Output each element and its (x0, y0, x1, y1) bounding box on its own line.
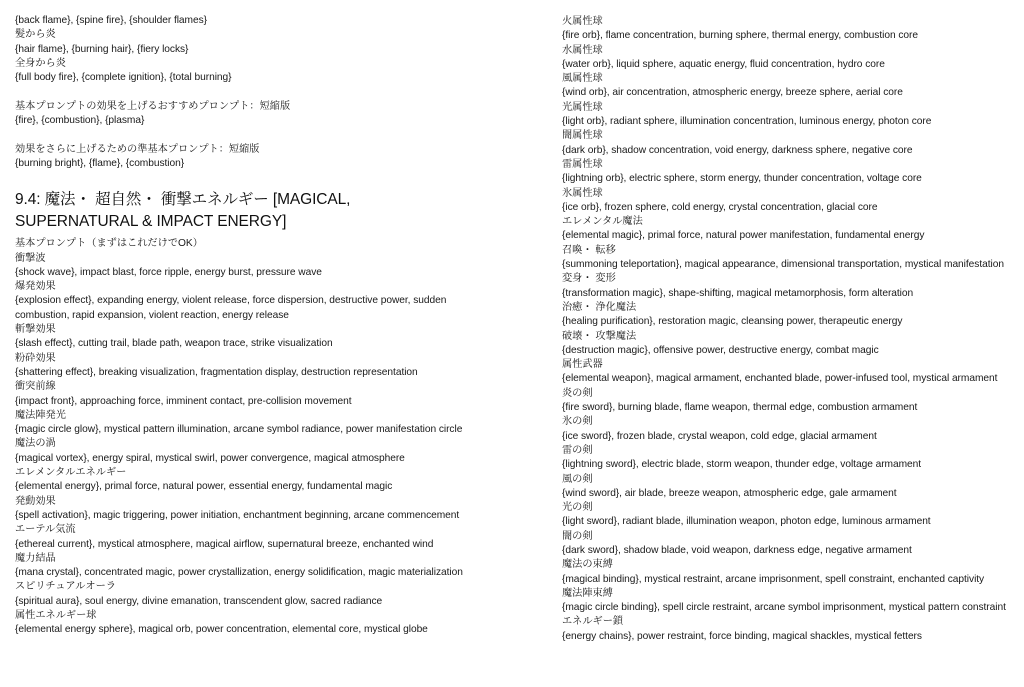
prompt-text: {full body fire}, {complete ignition}, {total burning} (15, 72, 232, 84)
entry-label: エレメンタルエネルギー (15, 467, 127, 479)
entry-label: 闇の剣 (562, 530, 593, 542)
prompt-text: {back flame}, {spine fire}, {shoulder flames} (15, 15, 207, 26)
entry-label: 魔法の束縛 (562, 559, 613, 571)
entry-label: 水属性球 (562, 44, 603, 56)
entry-text: {slash effect}, cutting trail, blade path, weapon trace, strike visualization (15, 338, 333, 350)
quasi-basic-text: {burning bright}, {flame}, {combustion} (15, 157, 185, 169)
entry-text: {water orb}, liquid sphere, aquatic energy, fluid concentration, hydro core (562, 58, 885, 70)
entry-label: 爆発効果 (15, 281, 56, 293)
entry-text: {lightning orb}, electric sphere, storm energy, thunder concentration, voltage core (562, 173, 922, 185)
entry-text: {ice orb}, frozen sphere, cold energy, crystal concentration, glacial core (562, 201, 878, 213)
entry-label: 治癒・ 浄化魔法 (562, 301, 637, 313)
entry-text: {elemental weapon}, magical armament, enchanted blade, power-infused tool, mystical armament (562, 373, 998, 385)
entry-text: {transformation magic}, shape-shifting, magical metamorphosis, form alteration (562, 287, 914, 299)
entry-text: {magical vortex}, energy spiral, mystical swirl, power convergence, magical atmosphere (15, 452, 405, 464)
entry-label: 闇属性球 (562, 130, 603, 142)
entry-text: {energy chains}, power restraint, force binding, magical shackles, mystical fetters (562, 630, 922, 642)
entry-label: 属性エネルギー球 (15, 609, 97, 621)
entry-text: {fire sword}, burning blade, flame weapon, thermal edge, combustion armament (562, 402, 918, 414)
entry-text: {wind orb}, air concentration, atmospheric energy, breeze sphere, aerial core (562, 87, 903, 99)
entry-text: {dark sword}, shadow blade, void weapon, darkness edge, negative armament (562, 544, 912, 556)
spacer (15, 85, 465, 99)
entry-text: {magical binding}, mystical restraint, arcane imprisonment, spell constraint, enchanted captivity (562, 573, 985, 585)
entry-text: {fire orb}, flame concentration, burning sphere, thermal energy, combustion core (562, 30, 918, 42)
entry-text: {light sword}, radiant blade, illumination weapon, photon edge, luminous armament (562, 516, 931, 528)
entry-label: 炎の剣 (562, 387, 593, 399)
entry-text: {magic circle glow}, mystical pattern illumination, arcane symbol radiance, power manifestation circle (15, 424, 463, 436)
entry-label: 属性武器 (562, 359, 603, 371)
entry-text: {light orb}, radiant sphere, illumination concentration, luminous energy, photon core (562, 116, 932, 128)
entry-label: 破壊・ 攻撃魔法 (562, 330, 637, 342)
entry-text: {elemental energy}, primal force, natural power, essential energy, fundamental magic (15, 481, 393, 493)
entry-label: 風の剣 (562, 473, 593, 485)
entry-text: {healing purification}, restoration magic, cleansing power, therapeutic energy (562, 316, 903, 328)
entry-text: {elemental magic}, primal force, natural power manifestation, fundamental energy (562, 230, 925, 242)
entry-label: 全身から炎 (15, 57, 66, 69)
entry-text: {shock wave}, impact blast, force ripple, energy burst, pressure wave (15, 266, 322, 278)
entry-label: 発動効果 (15, 495, 56, 507)
entry-label: 衝突前線 (15, 381, 56, 393)
entry-label: 雷の剣 (562, 444, 593, 456)
entry-label: エネルギー鎖 (562, 616, 624, 628)
recommended-text: {fire}, {combustion}, {plasma} (15, 115, 145, 127)
entry-text: {shattering effect}, breaking visualization, fragmentation display, destruction representation (15, 366, 418, 378)
entry-label: 粉砕効果 (15, 352, 56, 364)
entry-label: 髪から炎 (15, 29, 56, 41)
left-column (15, 14, 465, 638)
entry-text: {wind sword}, air blade, breeze weapon, atmospheric edge, gale armament (562, 487, 897, 499)
entry-text: {impact front}, approaching force, imminent contact, pre-collision movement (15, 395, 352, 407)
entry-label: 雷属性球 (562, 158, 603, 170)
entry-label: 魔法の渦 (15, 438, 56, 450)
entry-text: {spell activation}, magic triggering, power initiation, enchantment beginning, arcane commencement (15, 509, 460, 521)
entry-label: 光属性球 (562, 101, 603, 113)
entry-label: 衝撃波 (15, 252, 46, 264)
entry-text: {ice sword}, frozen blade, crystal weapon, cold edge, glacial armament (562, 430, 877, 442)
entry-label: 召喚・ 転移 (562, 244, 616, 256)
entry-label: 火属性球 (562, 16, 603, 27)
entry-text: {elemental energy sphere}, magical orb, power concentration, elemental core, mystical globe (15, 624, 428, 636)
entry-label: 光の剣 (562, 502, 593, 514)
basic-prompt-label: 基本プロンプト（まずはこれだけでOK） (15, 238, 203, 250)
entry-text: {ethereal current}, mystical atmosphere, magical airflow, supernatural breeze, enchanted wind (15, 538, 434, 550)
spacer (15, 128, 465, 142)
right-column (562, 15, 1017, 644)
quasi-basic-label: 効果をさらに上げるための準基本プロンプト：短縮版 (15, 143, 260, 155)
entry-text: {mana crystal}, concentrated magic, power crystallization, energy solidification, magic materialization (15, 567, 463, 579)
entry-text: {spiritual aura}, soul energy, divine emanation, transcendent glow, sacred radiance (15, 595, 383, 607)
entry-label: 氷属性球 (562, 187, 603, 199)
entry-text: {destruction magic}, offensive power, destructive energy, combat magic (562, 344, 879, 356)
entry-text: {dark orb}, shadow concentration, void energy, darkness sphere, negative core (562, 144, 913, 156)
entry-label: エーテル気流 (15, 524, 76, 536)
entry-label: スピリチュアルオーラ (15, 581, 116, 593)
entry-label: 氷の剣 (562, 416, 593, 428)
section-heading: 9.4: 魔法・ 超自然・ 衝撃エネルギー [MAGICAL, SUPERNATURAL & IMPACT ENERGY] (15, 191, 351, 231)
entry-label: 風属性球 (562, 73, 603, 85)
entry-label: 斬撃効果 (15, 324, 56, 336)
entry-text: {magic circle binding}, spell circle restraint, arcane symbol imprisonment, mystical pattern constraint (562, 602, 1006, 614)
entry-label: 魔法陣束縛 (562, 587, 613, 599)
entry-label: 変身・ 変形 (562, 273, 616, 285)
entry-text: {summoning teleportation}, magical appearance, dimensional transportation, mystical manifestation (562, 259, 1004, 271)
entry-text: {explosion effect}, expanding energy, violent release, force dispersion, destructive power, sudden combustion, rapid expansion, violent reaction, energy release (15, 295, 447, 321)
entry-label: エレメンタル魔法 (562, 216, 643, 228)
prompt-text: {hair flame}, {burning hair}, {fiery locks} (15, 43, 189, 55)
entry-label: 魔力結晶 (15, 552, 56, 564)
entry-text: {lightning sword}, electric blade, storm weapon, thunder edge, voltage armament (562, 459, 922, 471)
entry-label: 魔法陣発光 (15, 409, 66, 421)
recommended-label: 基本プロンプトの効果を上げるおすすめプロンプト：短縮版 (15, 100, 291, 112)
